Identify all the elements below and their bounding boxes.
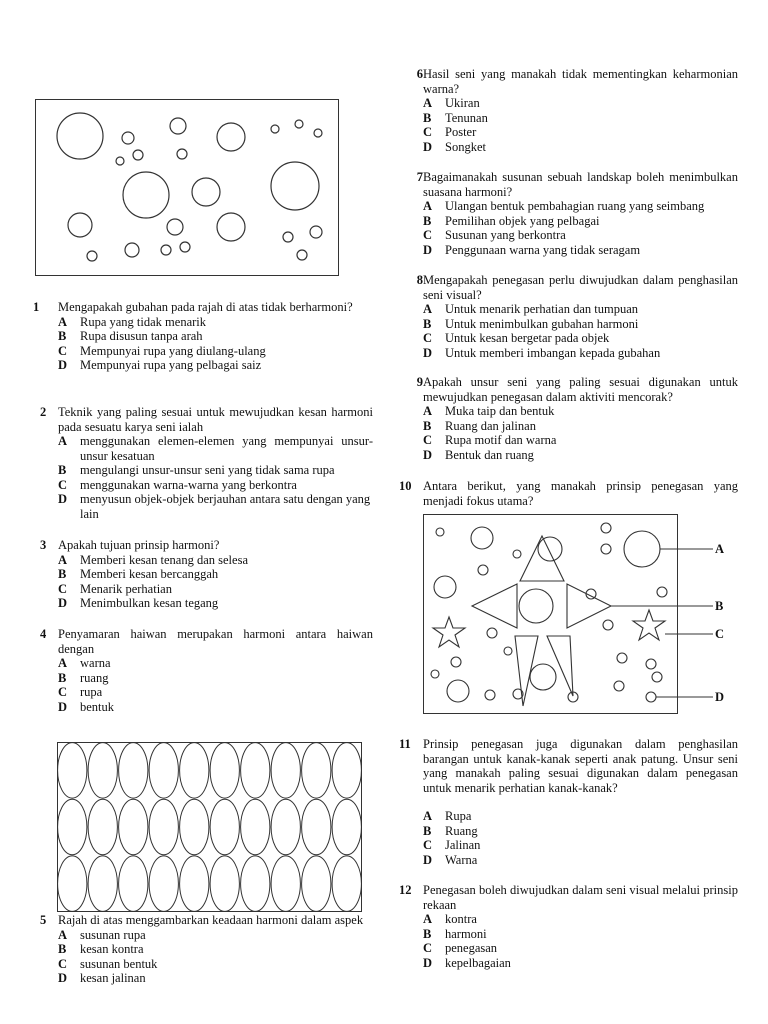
ellipse-unit: [302, 743, 331, 798]
option-a[interactable]: A Ulangan bentuk pembahagian ruang yang seimbang: [423, 199, 705, 213]
question-number: 4: [40, 627, 47, 641]
circle: [485, 690, 495, 700]
question-text: Mengapakah penegasan perlu diwujudkan dalam penghasilan seni visual?: [423, 273, 738, 302]
ellipse-unit: [210, 743, 239, 798]
circle: [447, 680, 469, 702]
option-c[interactable]: C Susunan yang berkontra: [423, 228, 566, 242]
option-a[interactable]: A Muka taip dan bentuk: [423, 404, 555, 418]
question-10: [399, 479, 738, 508]
circle-label-a-target: [624, 531, 660, 567]
star-left: [433, 617, 465, 647]
question-text: Mengapakah gubahan pada rajah di atas tidak berharmoni?: [58, 300, 353, 314]
option-a[interactable]: A susunan rupa: [58, 927, 146, 942]
circle: [652, 672, 662, 682]
option-c[interactable]: C Rupa motif dan warna: [423, 433, 557, 447]
circle: [601, 523, 611, 533]
question-6: [401, 67, 738, 154]
label-a: A: [715, 542, 725, 556]
label-b: B: [715, 599, 724, 613]
question-number: 8: [416, 273, 423, 287]
ellipse-unit: [271, 799, 300, 854]
ellipse-unit: [58, 743, 87, 798]
option-c[interactable]: C Poster: [423, 125, 477, 139]
option-a[interactable]: A Memberi kesan tenang dan selesa: [58, 552, 248, 567]
question-7: [401, 170, 738, 257]
option-b[interactable]: B harmoni: [423, 926, 487, 941]
ellipse-unit: [180, 856, 209, 911]
question-number: 1: [33, 300, 40, 314]
ellipse-unit: [149, 743, 178, 798]
circle: [451, 657, 461, 667]
question-text: Apakah tujuan prinsip harmoni?: [58, 538, 220, 552]
ellipse-unit: [271, 743, 300, 798]
option-b[interactable]: B ruang: [58, 670, 109, 685]
ellipse-unit: [88, 856, 117, 911]
option-b[interactable]: B Ruang: [423, 823, 478, 838]
ellipse-unit: [302, 856, 331, 911]
option-b[interactable]: B Memberi kesan bercanggah: [58, 567, 219, 581]
option-a[interactable]: A Untuk menarik perhatian dan tumpuan: [423, 302, 638, 316]
ellipse-unit: [210, 799, 239, 854]
option-c[interactable]: C Mempunyai rupa yang diulang-ulang: [58, 343, 266, 358]
question-text: Bagaimanakah susunan sebuah landskap boleh menimbulkan suasana harmoni?: [423, 170, 738, 199]
question-text: Teknik yang paling sesuai untuk mewujudkan kesan harmoni pada sesuatu karya seni ialah: [58, 405, 373, 434]
ellipse-unit: [210, 856, 239, 911]
question-text: Antara berikut, yang manakah prinsip penegasan yang menjadi fokus utama?: [423, 479, 738, 508]
option-d[interactable]: D bentuk: [58, 699, 115, 714]
ellipse-unit: [332, 743, 361, 798]
ellipse-unit: [119, 856, 148, 911]
ellipse-unit: [241, 799, 270, 854]
circle: [617, 653, 627, 663]
circle: [478, 565, 488, 575]
question-4: [40, 627, 373, 714]
option-b[interactable]: B Untuk menimbulkan gubahan harmoni: [423, 316, 639, 331]
ellipse-unit: [332, 799, 361, 854]
question-1: [33, 300, 373, 373]
ellipse-unit: [149, 799, 178, 854]
question-number: 7: [416, 170, 423, 184]
circle: [530, 664, 556, 690]
question-number: 6: [416, 67, 423, 81]
question-9: [401, 375, 738, 462]
question-text: Hasil seni yang manakah tidak mementingkan keharmonian warna?: [423, 67, 738, 96]
question-text: Penegasan boleh diwujudkan dalam seni visual melalui prinsip rekaan: [423, 883, 738, 912]
question-number: 10: [399, 479, 412, 493]
triangle-bottom-left: [515, 636, 538, 706]
circle: [487, 628, 497, 638]
option-c[interactable]: C Jalinan: [423, 838, 481, 852]
option-d[interactable]: D Mempunyai rupa yang pelbagai saiz: [58, 358, 262, 372]
option-d[interactable]: D Untuk memberi imbangan kepada gubahan: [423, 345, 661, 360]
figure-emphasis-composition: [423, 514, 728, 716]
option-a[interactable]: A warna: [58, 656, 111, 670]
option-c[interactable]: C Menarik perhatian: [58, 581, 172, 596]
ellipse-unit: [119, 799, 148, 854]
circle: [538, 537, 562, 561]
option-c[interactable]: C penegasan: [423, 941, 498, 955]
circle: [646, 659, 656, 669]
emphasis-diagram: [423, 514, 728, 716]
circle: [603, 620, 613, 630]
question-text: Apakah unsur seni yang paling sesuai digunakan untuk mewujudkan penegasan dalam aktiviti mencorak?: [423, 375, 738, 404]
label-d: D: [715, 690, 725, 704]
question-8: [401, 273, 738, 360]
question-number: 5: [40, 913, 47, 927]
figure-circles-various-sizes: [35, 99, 339, 276]
ellipse-unit: [241, 743, 270, 798]
circle-center: [519, 589, 553, 623]
option-a[interactable]: A menggunakan elemen-elemen yang mempunyai unsur-unsur kesatuan: [58, 434, 373, 463]
ellipse-unit: [149, 856, 178, 911]
ellipse-unit: [88, 799, 117, 854]
question-5: [40, 913, 373, 986]
option-a[interactable]: A Rupa: [423, 809, 472, 823]
question-number: 11: [399, 737, 411, 751]
option-d[interactable]: D kesan jalinan: [58, 971, 146, 985]
circle: [614, 681, 624, 691]
option-b[interactable]: B Pemilihan objek yang pelbagai: [423, 213, 600, 228]
question-text: Penyamaran haiwan merupakan harmoni antara haiwan dengan: [58, 627, 373, 656]
option-d[interactable]: D Menimbulkan kesan tegang: [58, 596, 219, 610]
figure-ellipse-grid: [57, 742, 362, 912]
label-c: C: [715, 627, 725, 641]
question-number: 2: [40, 405, 47, 419]
question-2: [40, 405, 373, 521]
circle: [657, 587, 667, 597]
option-b[interactable]: B Tenunan: [423, 110, 488, 125]
option-b[interactable]: B Rupa disusun tanpa arah: [58, 329, 203, 343]
circle: [471, 527, 493, 549]
ellipse-unit: [271, 856, 300, 911]
question-12: [399, 883, 738, 970]
ellipse-unit: [88, 743, 117, 798]
option-d[interactable]: D Penggunaan warna yang tidak seragam: [423, 242, 641, 257]
circle: [434, 576, 456, 598]
ellipse-pattern-diagram: [57, 742, 362, 912]
question-number: 9: [416, 375, 423, 389]
ellipse-unit: [119, 743, 148, 798]
circles-diagram: [36, 100, 338, 275]
option-a[interactable]: A Rupa yang tidak menarik: [58, 314, 207, 329]
question-number: 12: [399, 883, 412, 897]
ellipse-unit: [58, 799, 87, 854]
option-c[interactable]: C susunan bentuk: [58, 956, 158, 971]
option-b[interactable]: B mengulangi unsur-unsur seni yang tidak sama rupa: [58, 463, 335, 477]
ellipse-unit: [58, 856, 87, 911]
ellipse-unit: [180, 799, 209, 854]
question-text: Prinsip penegasan juga digunakan dalam penghasilan barangan untuk kanak-kanak seperti anak patung. Unsur seni yang manakah paling sesuai digunakan dalam penegasan untuk menarik perhatian kanak-kanak?: [423, 737, 738, 795]
ellipse-unit: [241, 856, 270, 911]
option-d[interactable]: D Songket: [423, 139, 486, 154]
option-d[interactable]: D Warna: [423, 852, 478, 867]
question-text: Rajah di atas menggambarkan keadaan harmoni dalam aspek: [58, 913, 364, 927]
question-11: [399, 737, 738, 867]
circle-label-d-target: [646, 692, 656, 702]
option-d[interactable]: D Bentuk dan ruang: [423, 447, 534, 462]
option-c[interactable]: C Untuk kesan bergetar pada objek: [423, 331, 610, 345]
ellipse-unit: [332, 856, 361, 911]
triangle-left: [472, 584, 517, 628]
option-a[interactable]: A kontra: [423, 912, 477, 926]
option-b[interactable]: B Ruang dan jalinan: [423, 418, 536, 433]
star-right: [633, 610, 665, 640]
circle: [431, 670, 439, 678]
circle: [513, 550, 521, 558]
question-3: [40, 538, 373, 611]
option-b[interactable]: B kesan kontra: [58, 942, 144, 956]
option-d[interactable]: D menyusun objek-objek berjauhan antara satu dengan yang lain: [58, 492, 371, 521]
circle: [504, 647, 512, 655]
circle: [601, 544, 611, 554]
ellipse-unit: [302, 799, 331, 854]
option-d[interactable]: D kepelbagaian: [423, 955, 511, 970]
ellipse-unit: [180, 743, 209, 798]
option-c[interactable]: C rupa: [58, 685, 103, 699]
option-a[interactable]: A Ukiran: [423, 96, 480, 110]
circle: [436, 528, 444, 536]
question-number: 3: [40, 538, 47, 552]
option-c[interactable]: C menggunakan warna-warna yang berkontra: [58, 477, 297, 492]
